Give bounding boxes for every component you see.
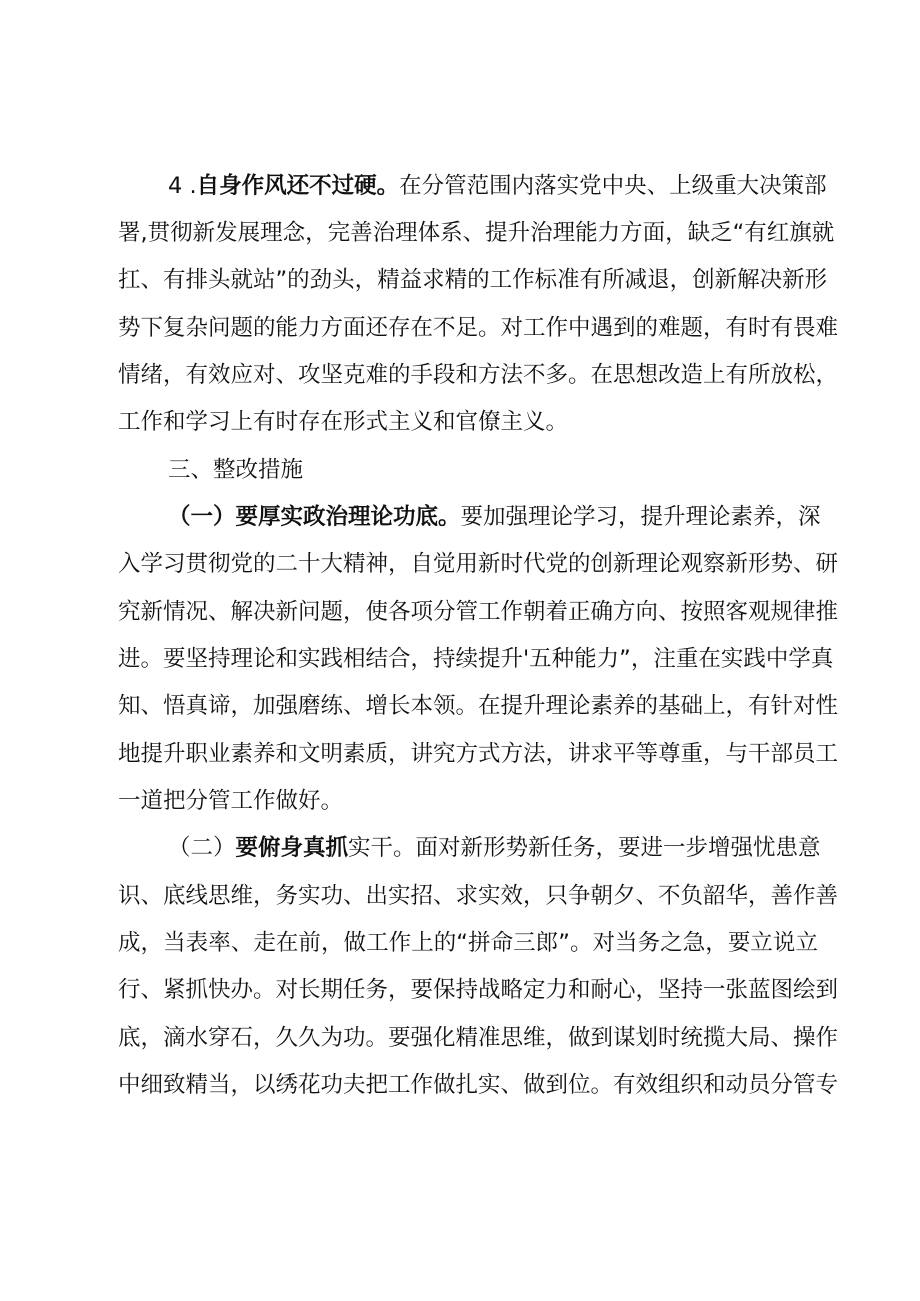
list-number: 4 <box>168 173 183 199</box>
paragraph-line: 一道把分管工作做好。 <box>118 788 344 814</box>
paragraph-prefix: （二） <box>168 835 236 861</box>
paragraph-line: 究新情况、解决新问题，使各项分管工作朝着正确方向、按照客观规律推 <box>118 599 839 625</box>
paragraph-line: 势下复杂问题的能力方面还存在不足。对工作中遇到的难题，有时有畏难 <box>118 315 839 341</box>
paragraph-line: 中细致精当，以绣花功夫把工作做扎实、做到位。有效组织和动员分管专 <box>118 1072 839 1098</box>
paragraph-line: 入学习贯彻党的二十大精神，自觉用新时代党的创新理论观察新形势、研 <box>118 551 839 577</box>
paragraph-heading: 自身作风还不过硬。 <box>196 173 400 199</box>
paragraph-line <box>168 168 827 204</box>
paragraph-line: 行、紧抓快办。对长期任务，要保持战略定力和耐心，坚持一张蓝图绘到 <box>118 977 839 1003</box>
paragraph-line: 扛、有排头就站”的劲头，精益求精的工作标准有所减退，创新解决新形 <box>118 267 828 293</box>
list-separator: . <box>182 173 197 199</box>
paragraph-line: 地提升职业素养和文明素质，讲究方式方法，讲求平等尊重，与干部员工 <box>118 741 839 767</box>
paragraph-line: 情绪，有效应对、攻坚克难的手段和方法不多。在思想改造上有所放松， <box>118 362 839 388</box>
paragraph-line: 底，滴水穿石，久久为功。要强化精准思维，做到谋划时统揽大局、操作 <box>118 1025 839 1051</box>
paragraph-line: 署,贯彻新发展理念，完善治理体系、提升治理能力方面，缺乏“有红旗就 <box>118 220 835 246</box>
paragraph-line: 知、悟真谛，加强磨练、增长本领。在提升理论素养的基础上，有针对性 <box>118 693 839 719</box>
paragraph-heading: （一）要厚实政治理论功底。 <box>168 504 461 530</box>
paragraph-line: 识、底线思维，务实功、出实招、求实效，只争朝夕、不负韶华，善作善 <box>118 883 839 909</box>
paragraph-text: 要加强理论学习，提升理论素养，深 <box>460 504 821 530</box>
paragraph-text: 实干。面对新形势新任务，要进一步增强忧患意 <box>348 835 821 861</box>
paragraph-line: 成，当表率、走在前，做工作上的“拼命三郎”。对当务之急，要立说立 <box>118 930 818 956</box>
paragraph-line: 进。要坚持理论和实践相结合，持续提升'五种能力”，注重在实践中学真 <box>118 646 834 672</box>
paragraph-line <box>168 830 821 866</box>
section-title: 三、整改措施 <box>168 457 304 483</box>
paragraph-line <box>168 499 821 535</box>
paragraph-text: 在分管范围内落实党中央、上级重大决策部 <box>399 173 827 199</box>
paragraph-heading: 要俯身真抓 <box>235 835 349 861</box>
paragraph-line: 工作和学习上有时存在形式主义和官僚主义。 <box>118 409 569 435</box>
